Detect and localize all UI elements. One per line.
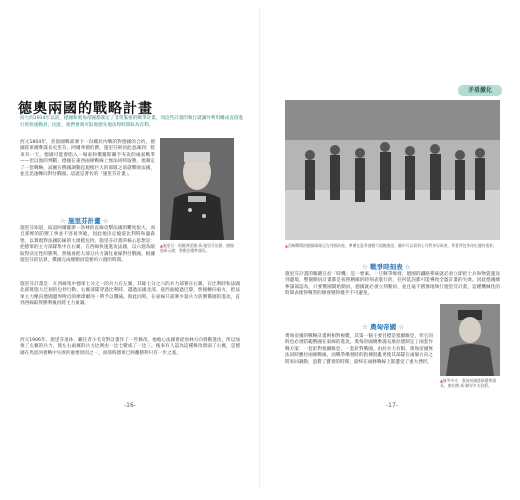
subhead-schlieffen-plan: ☆ 施里芬計畫 ☆ (60, 217, 109, 225)
caption-marker-icon: ▲ (440, 378, 443, 383)
page-gutter (259, 8, 260, 488)
hotzendorf-portrait (440, 304, 500, 376)
intro-paragraph: 而大約1914年以前，德國和奧匈帝國都制定了非常緊密的戰爭計畫，而這些計畫的執行就讓外利用構成直接進行的快速動員。因此，他們會萬可取地德先地攻得時間較為有利。 (20, 116, 244, 128)
star-icon: ☆ (100, 217, 109, 225)
star-icon: ☆ (362, 323, 371, 331)
caption-portrait-left: ▲施里芬：阿爾弗雷德·馮·施里芬伯爵，德國陸軍元帥，曾擔任總參謀長。 (160, 243, 234, 253)
page-title: 德奧兩國的戰略計畫 (18, 101, 153, 117)
star-icon: ☆ (402, 263, 411, 271)
left-paragraph-1: 西元1804年，普魯國戰部署下一份關於內戰的對德國的合約，德國陸軍總參謀長史里芬，阿爾弗德伯爵，施里芬則因此意識到：將來有一天，德國可能會陷入一場東和俄羅斯聯手夾攻的兩面戰爭——但以他的判斷，德國在東西兩條戰線上無法同時取勝，他制定了一套戰略，試圖在俄國調動起規模巨大的部隊之前就擊敗法國，並且迅速轉向對付俄國。這就是著名的「施里芬計畫」。 (20, 140, 155, 178)
caption-marker-icon: ▲ (160, 243, 163, 248)
chapter-badge: 矛盾激化 (458, 85, 502, 96)
right-paragraph-1: 施里芬計畫的關鍵在於「時機」這一要素。一旦戰爭爆發，德國的鐵路系統就必須立即把士兵和物資運送到邊境，整個動員計畫都是按照精確的時刻表進行的，任何延誤都可能導致全盤計畫的失敗。因此德國總參謀部認為，只要俄國開始動員，德國就必須立刻動員，並且毫不猶豫地執行施里芬計畫，這種機械化的時間表使得戰爭的爆發變得幾乎不可避免。 (285, 272, 500, 297)
star-icon: ☆ (362, 263, 371, 271)
page-number-left: -16- (124, 402, 136, 409)
star-icon: ☆ (60, 217, 69, 225)
caption-marker-icon: ▲ (285, 243, 288, 248)
subhead-austria-hungary: ☆ 奧匈帝國 ☆ (362, 323, 405, 331)
page-number-right: -17- (386, 402, 398, 409)
caption-troops: ▲西線戰場的德國軍隊正在列隊前進，準備在夏季發動大規模進攻；圖中可以看到士兵們身穿軍裝、背著背包等待出發的情景。 (285, 243, 497, 248)
caption-portrait-right: ▲赫岑多夫：奧匈帝國陸軍總參謀長，康拉德·馮·赫岑多夫伯爵。 (440, 378, 497, 388)
star-icon: ☆ (396, 323, 405, 331)
troops-photo (285, 100, 500, 240)
left-paragraph-4: 西元1906年，施里芬退休，繼任者小毛奇對計畫作了一些修改。他擔心法國會從洛林方向發動進攻，所以加強了左翼的兵力，使左右兩翼的兵力比例由一比七變成了一比三。後來有人認為這種修改削弱了右翼，是德國在馬恩河會戰中失敗的重要原因之一，而那時德軍已經離勝利只有一步之遙。 (20, 338, 240, 356)
schlieffen-portrait (160, 138, 234, 240)
subhead-war-timetable: ☆ 戰爭時刻表 ☆ (362, 263, 411, 271)
right-paragraph-2: 奧匈帝國的戰略計畫則相對複雜，其第一個主要目標是塞爾維亞，但它同時也必須防範俄國在東線的進攻。奧匈帝國總參謀長康拉德制定了兩套作戰方案：一套針對塞爾維亞，一套針對俄國。由於兵力有限，奧匈帝國無法同時應付兩條戰線，而戰爭爆發時的指揮混亂更使其部隊在兩個方向之間來回調動，浪費了寶貴的時間，最終在兩條戰線上都遭受了重大挫折。 (285, 334, 433, 365)
left-paragraph-3: 施里芬計畫是：在西線集中德軍七分之一的兵力在左翼，其餘七分之六的兵力部署在右翼，在比利時和法國北部實施大迂迴的包抄行動。右翼部隊穿過比利時，越過法國北部，從西面繞過巴黎，然後轉向東方，把法軍主力壓向德國邊界附近的摩澤爾河一帶予以殲滅。與此同時，在東線只部署少量兵力防禦俄國的進攻，直到西線取得勝利後再將主力東調。 (20, 282, 240, 307)
left-paragraph-2: 施里芬知道，取道阿爾薩斯一洛林的直線攻擊法國的難度很大，而且那裡的防禦工事並不容易突破，因此他決定繞道比利時和盧森堡，以實現對法國防線的大規模包抄。施里芬計畫的核心思想是：把德軍的主力部隊集中在右翼，在西線快速進攻法國，以六週為限取得決定性的勝利，然後再把大部分兵力調往東線對付俄國。根據施里芬的估算，俄國完成總動員需要約六週的時間。 (20, 226, 155, 264)
